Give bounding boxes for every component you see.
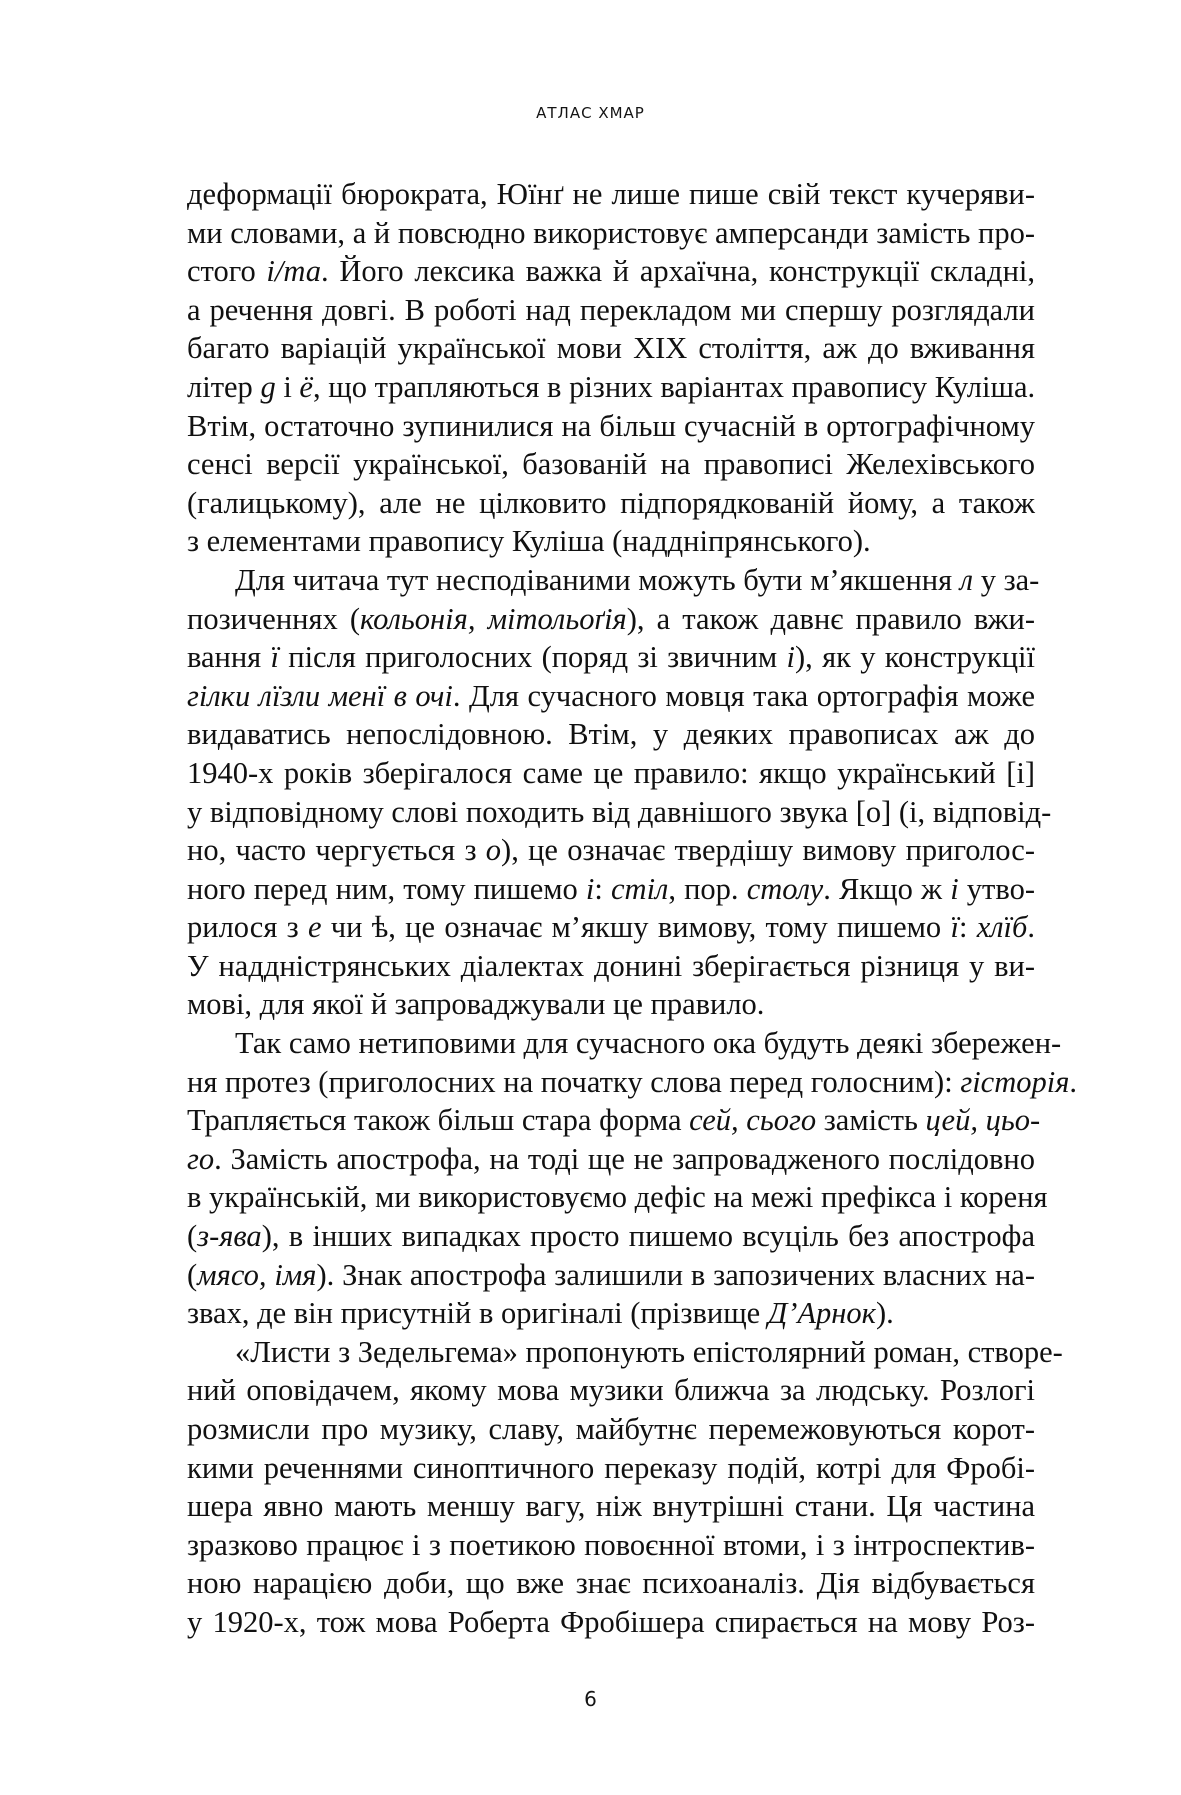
text-line: ми словами, а й повсюдно використовує амперсанди замість про- bbox=[187, 215, 1035, 250]
text-line: літер g і ё, що трапляються в різних варіантах правопису Куліша. bbox=[187, 369, 1036, 404]
text-line: багато варіацій української мови XIX століття, аж до вживання bbox=[187, 331, 1035, 366]
text-line: у відповідному слові походить від давнішого звука [о] (і, відповід- bbox=[187, 794, 1052, 829]
text-line: а речення довгі. В роботі над перекладом ми спершу розглядали bbox=[187, 292, 1035, 327]
text-line: (мясо, імя). Знак апострофа залишили в запозичених власних на- bbox=[187, 1257, 1035, 1292]
text-line: Так само нетиповими для сучасного ока будуть деякі збережен- bbox=[235, 1026, 1062, 1061]
text-line: рилося з е чи ѣ, це означає м’якшу вимову, тому пишемо ї: хлїб. bbox=[187, 910, 1035, 945]
text-line: звах, де він присутній в оригіналі (прізвище Д’Арнок). bbox=[187, 1296, 894, 1331]
paragraph bbox=[187, 175, 1035, 561]
text-line: (з-ява), в інших випадках просто пишемо всуціль без апострофа bbox=[187, 1219, 1035, 1254]
text-line: Трапляється також більш стара форма сей, сього замість цей, цьо- bbox=[187, 1103, 1041, 1138]
text-line: зразково працює і з поетикою повоєнної втоми, і з інтроспектив- bbox=[187, 1527, 1035, 1562]
text-line: у 1920-х, тож мова Роберта Фробішера спирається на мову Роз- bbox=[187, 1604, 1035, 1639]
text-line: вання ї після приголосних (поряд зі звичним і), як у конструкції bbox=[187, 640, 1035, 675]
text-line: ного перед ним, тому пишемо і: стіл, пор. столу. Якщо ж і утво- bbox=[187, 871, 1035, 906]
text-line: сенсі версії української, базованій на правописі Желехівського bbox=[187, 447, 1035, 482]
text-line: шера явно мають меншу вагу, ніж внутрішні стани. Ця частина bbox=[187, 1489, 1035, 1524]
text-line: 1940-х років зберігалося саме це правило: якщо український [і] bbox=[187, 755, 1035, 790]
paragraph bbox=[187, 1024, 1078, 1333]
text-line: ний оповідачем, якому мова музики ближча за людську. Розлогі bbox=[187, 1373, 1035, 1408]
text-line: кими реченнями синоптичного переказу подій, котрі для Фробі- bbox=[187, 1450, 1035, 1485]
text-line: з елементами правопису Куліша (наддніпрянського). bbox=[187, 524, 871, 559]
text-line: но, часто чергується з о), це означає твердішу вимову приголос- bbox=[187, 833, 1035, 868]
paragraph bbox=[187, 561, 1052, 1024]
text-line: видаватись непослідовною. Втім, у деяких правописах аж до bbox=[187, 717, 1035, 752]
text-line: го. Замість апострофа, на тоді ще не запровадженого послідовно bbox=[187, 1141, 1035, 1176]
page-number: 6 bbox=[584, 1687, 597, 1711]
text-line: стого і/та. Його лексика важка й архаїчна, конструкції складні, bbox=[187, 254, 1035, 289]
body-text bbox=[187, 175, 1078, 1642]
text-line: «Листи з Зедельгема» пропонують епістолярний роман, створе- bbox=[235, 1334, 1063, 1369]
text-line: У наддністрянських діалектах донині зберігається різниця у ви- bbox=[187, 948, 1035, 983]
text-line: Втім, остаточно зупинилися на більш сучасній в ортографічному bbox=[187, 408, 1035, 443]
text-line: ня протез (приголосних на початку слова перед голосним): гісторія. bbox=[187, 1064, 1078, 1099]
running-head: АТЛАС ХМАР bbox=[536, 104, 645, 122]
text-line: ною нарацією доби, що вже знає психоаналіз. Дія відбувається bbox=[187, 1566, 1035, 1601]
text-line: Для читача тут несподіваними можуть бути м’якшення л у за- bbox=[235, 562, 1040, 597]
text-line: (галицькому), але не цілковито підпорядкованій йому, а також bbox=[187, 485, 1035, 520]
paragraph bbox=[187, 1333, 1063, 1642]
text-line: мові, для якої й запроваджували це правило. bbox=[187, 987, 765, 1022]
text-line: деформації бюрократа, Юїнґ не лише пише свій текст кучеряви- bbox=[187, 177, 1035, 211]
text-line: позиченнях (кольонія, мітольоґія), а також давнє правило вжи- bbox=[187, 601, 1035, 636]
text-line: розмисли про музику, славу, майбутнє перемежовуються корот- bbox=[187, 1412, 1035, 1446]
text-line: гілки лїзли менї в очі. Для сучасного мовця така ортографія може bbox=[187, 678, 1035, 713]
text-line: в українській, ми використовуємо дефіс на межі префікса і кореня bbox=[187, 1180, 1048, 1215]
